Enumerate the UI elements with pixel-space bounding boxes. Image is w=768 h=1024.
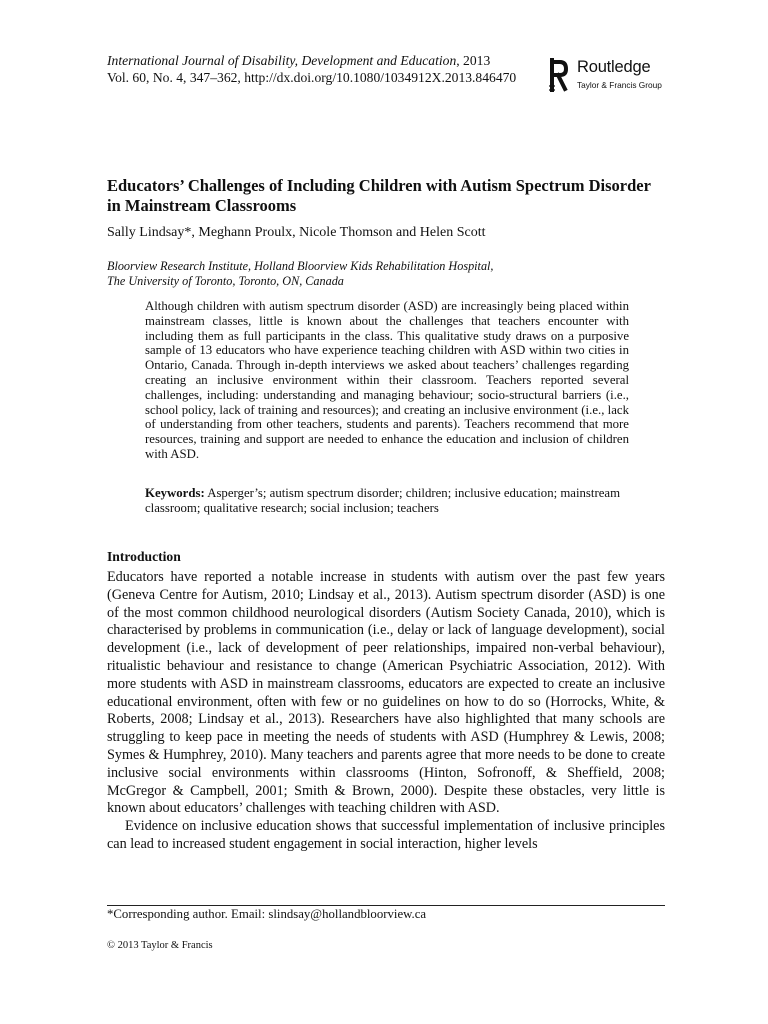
journal-citation: Vol. 60, No. 4, 347–362, http://dx.doi.org/10.1080/1034912X.2013.846470 — [107, 70, 517, 85]
keywords-label: Keywords: — [145, 486, 205, 500]
copyright-notice: © 2013 Taylor & Francis — [107, 940, 213, 951]
abstract: Although children with autism spectrum disorder (ASD) are increasingly being placed within mainstream classes, little is known about the challenges that teachers encounter with including them as full participants in the class. This qualitative study draws on a purposive sample of 13 educators who have experience teaching children with ASD within two cities in Ontario, Canada. Through in-depth interviews we asked about teachers’ challenges regarding creating an inclusive environment within their classroom. Teachers reported several challenges, including: understanding and managing behaviour; socio-structural barriers (i.e., school policy, lack of training and resources); and creating an inclusive environment (i.e., lack of understanding from other teachers, students and parents). Teachers recommend that more resources, training and support are needed to enhance the education and inclusion of children with ASD. — [145, 299, 629, 461]
paragraph: Evidence on inclusive education shows that successful implementation of inclusive principles can lead to increased student engagement in social interaction, higher levels — [107, 818, 665, 852]
introduction-body — [107, 569, 665, 854]
article-authors: Sally Lindsay*, Meghann Proulx, Nicole Thomson and Helen Scott — [107, 225, 486, 240]
section-heading-introduction: Introduction — [107, 549, 181, 564]
article-title: Educators’ Challenges of Including Children with Autism Spectrum Disorder in Mainstream Classrooms — [107, 176, 651, 215]
publisher-group: Taylor & Francis Group — [577, 80, 662, 90]
affiliation-line: Bloorview Research Institute, Holland Bloorview Kids Rehabilitation Hospital, — [107, 259, 494, 273]
keywords-list: Asperger’s; autism spectrum disorder; children; inclusive education; mainstream classroom; qualitative research; social inclusion; teachers — [145, 486, 621, 515]
journal-year: , 2013 — [456, 53, 491, 68]
corresponding-author-footnote: *Corresponding author. Email: slindsay@hollandbloorview.ca — [107, 907, 427, 921]
paragraph: Educators have reported a notable increase in students with autism over the past few years (Geneva Centre for Autism, 2010; Lindsay et al., 2013). Autism spectrum disorder (ASD) is one of the most common childhood neurological disorders (Autism Society Canada, 2010), which is characterised by problems in communication (i.e., delay or lack of language development), social development (i.e., lack of development of peer relationships, impaired non-verbal behaviour), ritualistic behaviour and resistance to change (American Psychiatric Association, 2012). With more students with ASD in mainstream classrooms, educators are expected to create an inclusive educational environment, often with few or no guidelines on how to do so (Horrocks, White, & Roberts, 2008; Lindsay et al., 2013). Researchers have also highlighted that many schools are struggling to keep pace in meeting the needs of students with ASD (Humphrey & Lewis, 2008; Symes & Humphrey, 2010). Many teachers and parents agree that more needs to be done to create inclusive social environments within classrooms (Hinton, Sofronoff, & Sheffield, 2008; McGregor & Campbell, 2001; Smith & Brown, 2000). Despite these obstacles, very little is known about educators’ challenges with teaching children with ASD. — [107, 569, 665, 817]
routledge-logo-icon — [548, 58, 570, 92]
publisher-name: Routledge — [577, 58, 651, 76]
author-affiliation — [107, 259, 493, 289]
publisher-logo — [548, 58, 678, 94]
keywords — [145, 486, 629, 516]
journal-header — [107, 52, 516, 86]
affiliation-line: The University of Toronto, Toronto, ON, Canada — [107, 274, 344, 288]
journal-name: International Journal of Disability, Development and Education — [107, 53, 457, 68]
journal-title-line — [107, 52, 516, 69]
footnote-divider — [107, 905, 665, 906]
